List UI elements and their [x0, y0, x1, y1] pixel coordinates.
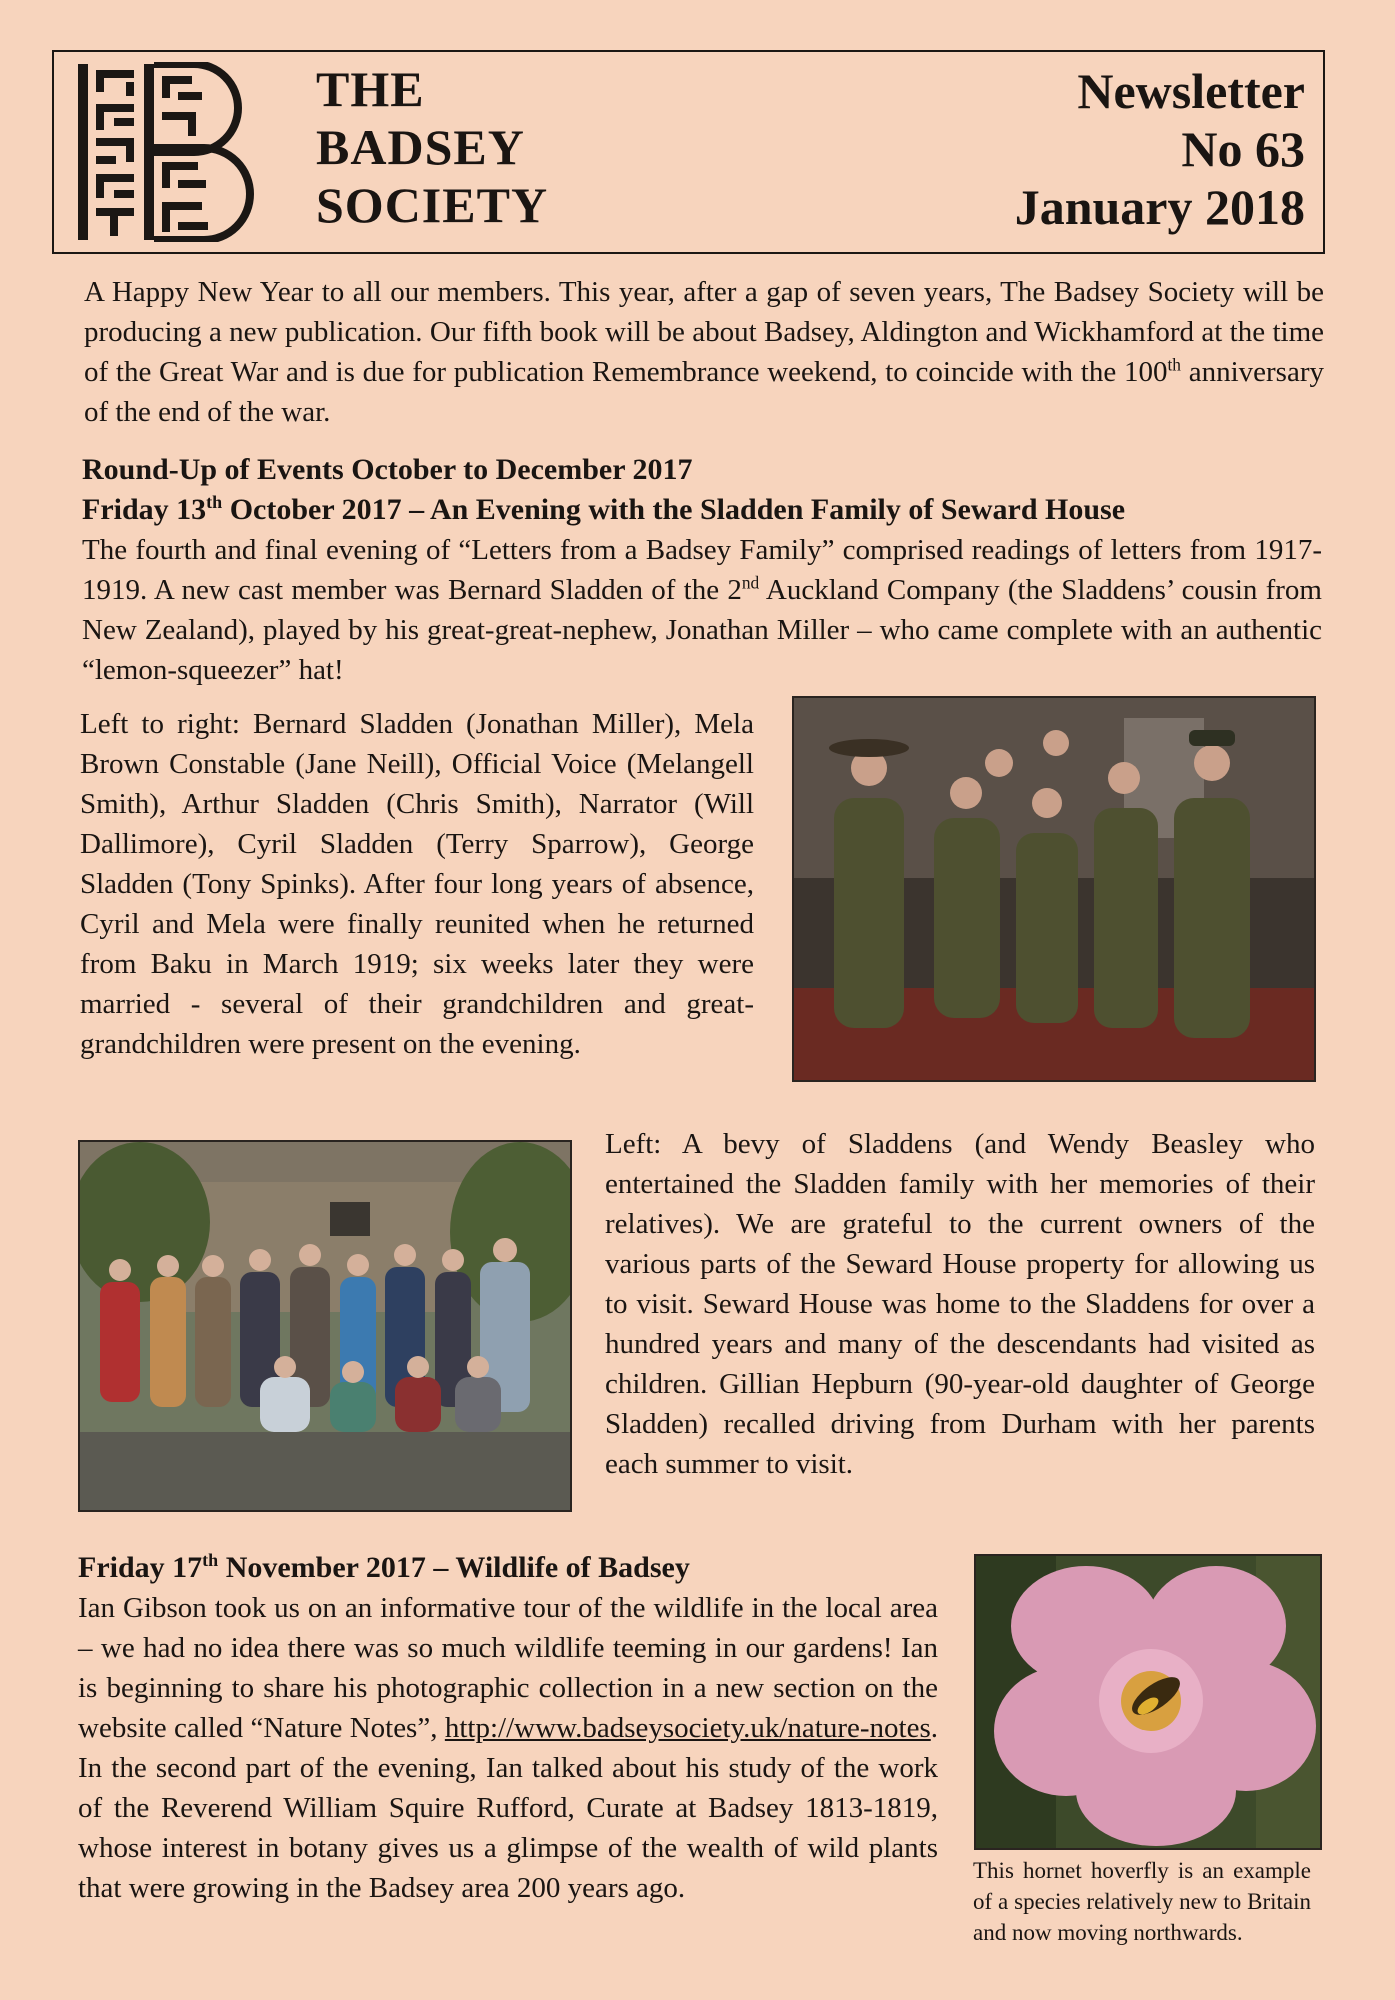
- society-name: [316, 60, 548, 234]
- sladden-group-photo: [78, 1140, 572, 1512]
- issue-number: No 63: [1181, 121, 1305, 177]
- society-name-line: SOCIETY: [316, 177, 549, 233]
- society-name-line: THE: [316, 61, 425, 117]
- november-body-text: Ian Gibson took us on an informative tour of the wildlife in the local area – we had no idea there was so much wildlife teeming in our gardens! Ian is beginning to share his photographic collection in a new section on the website called “Nature Notes”,: [78, 1592, 938, 1744]
- intro-sup: th: [1167, 354, 1181, 375]
- october-heading-text-end: October 2017 – An Evening with the Sladden Family of Seward House: [222, 493, 1126, 526]
- november-event-heading: [78, 1548, 690, 1588]
- october-event-body: [82, 530, 1322, 690]
- society-name-line: BADSEY: [316, 119, 525, 175]
- october-body-text-end: Auckland Company (the Sladdens’ cousin from New Zealand), played by his great-great-nephew, Jonathan Miller – who came complete with an authentic “lemon-squeezer” hat!: [82, 574, 1322, 686]
- newsletter-label: Newsletter: [1077, 63, 1305, 119]
- cast-photo-caption: [80, 704, 754, 1064]
- october-body-sup: nd: [741, 572, 760, 593]
- october-body-text: The fourth and final evening of “Letters from a Badsey Family” comprised readings of letters from 1917-1919. A new cast member was Bernard Sladden of the 2: [82, 534, 1322, 606]
- november-heading-text-end: November 2017 – Wildlife of Badsey: [218, 1551, 690, 1584]
- intro-text: A Happy New Year to all our members. This year, after a gap of seven years, The Badsey Society will be producing a new publication. Our fifth book will be about Badsey, Aldington and Wickhamford at the time of the Great War and is due for publication Remembrance weekend, to coincide with the 100: [84, 276, 1324, 388]
- intro-text-end: anniversary of the end of the war.: [84, 356, 1324, 428]
- october-heading-text: Friday 13: [82, 493, 207, 526]
- intro-paragraph: [84, 272, 1324, 432]
- masthead: [52, 50, 1325, 254]
- hoverfly-caption: This hornet hoverfly is an example of a species relatively new to Britain and now moving northwards.: [973, 1858, 1311, 1945]
- issue-date: January 2018: [1014, 179, 1305, 235]
- hoverfly-flower-photo: [974, 1554, 1322, 1850]
- badsey-society-logo-icon: [74, 62, 274, 242]
- group-caption-text: Left: A bevy of Sladdens (and Wendy Beasley who entertained the Sladden family with her memories of their relatives). We are grateful to the current owners of the various parts of the Seward House property for allowing us to visit. Seward House was home to the Sladdens for over a hundred years and many of the descendants had visited as children. Gillian Hepburn (90-year-old daughter of George Sladden) recalled driving from Durham with her parents each summer to visit.: [605, 1128, 1315, 1480]
- group-photo-caption: [605, 1124, 1315, 1484]
- november-event-body: [78, 1588, 938, 1908]
- nature-notes-link[interactable]: http://www.badseysociety.uk/nature-notes: [444, 1712, 931, 1744]
- november-body-text-end: . In the second part of the evening, Ian talked about his study of the work of the Reverend William Squire Rufford, Curate at Badsey 1813-1819, whose interest in botany gives us a glimpse of the wealth of wild plants that were growing in the Badsey area 200 years ago.: [78, 1712, 938, 1904]
- cast-photo: [792, 696, 1316, 1082]
- cast-caption-text: Left to right: Bernard Sladden (Jonathan Miller), Mela Brown Constable (Jane Neill), Official Voice (Melangell Smith), Arthur Sladden (Chris Smith), Narrator (Will Dallimore), Cyril Sladden (Terry Sparrow), George Sladden (Tony Spinks). After four long years of absence, Cyril and Mela were finally reunited when he returned from Baku in March 1919; six weeks later they were married - several of their grandchildren and great-grandchildren were present on the evening.: [80, 708, 754, 1060]
- october-heading-sup: th: [206, 492, 223, 512]
- october-event-heading: [82, 490, 1125, 530]
- november-heading-text: Friday 17: [78, 1551, 203, 1584]
- november-heading-sup: th: [202, 1550, 219, 1570]
- issue-info: [1015, 62, 1305, 236]
- roundup-heading: Round-Up of Events October to December 2017: [82, 453, 693, 486]
